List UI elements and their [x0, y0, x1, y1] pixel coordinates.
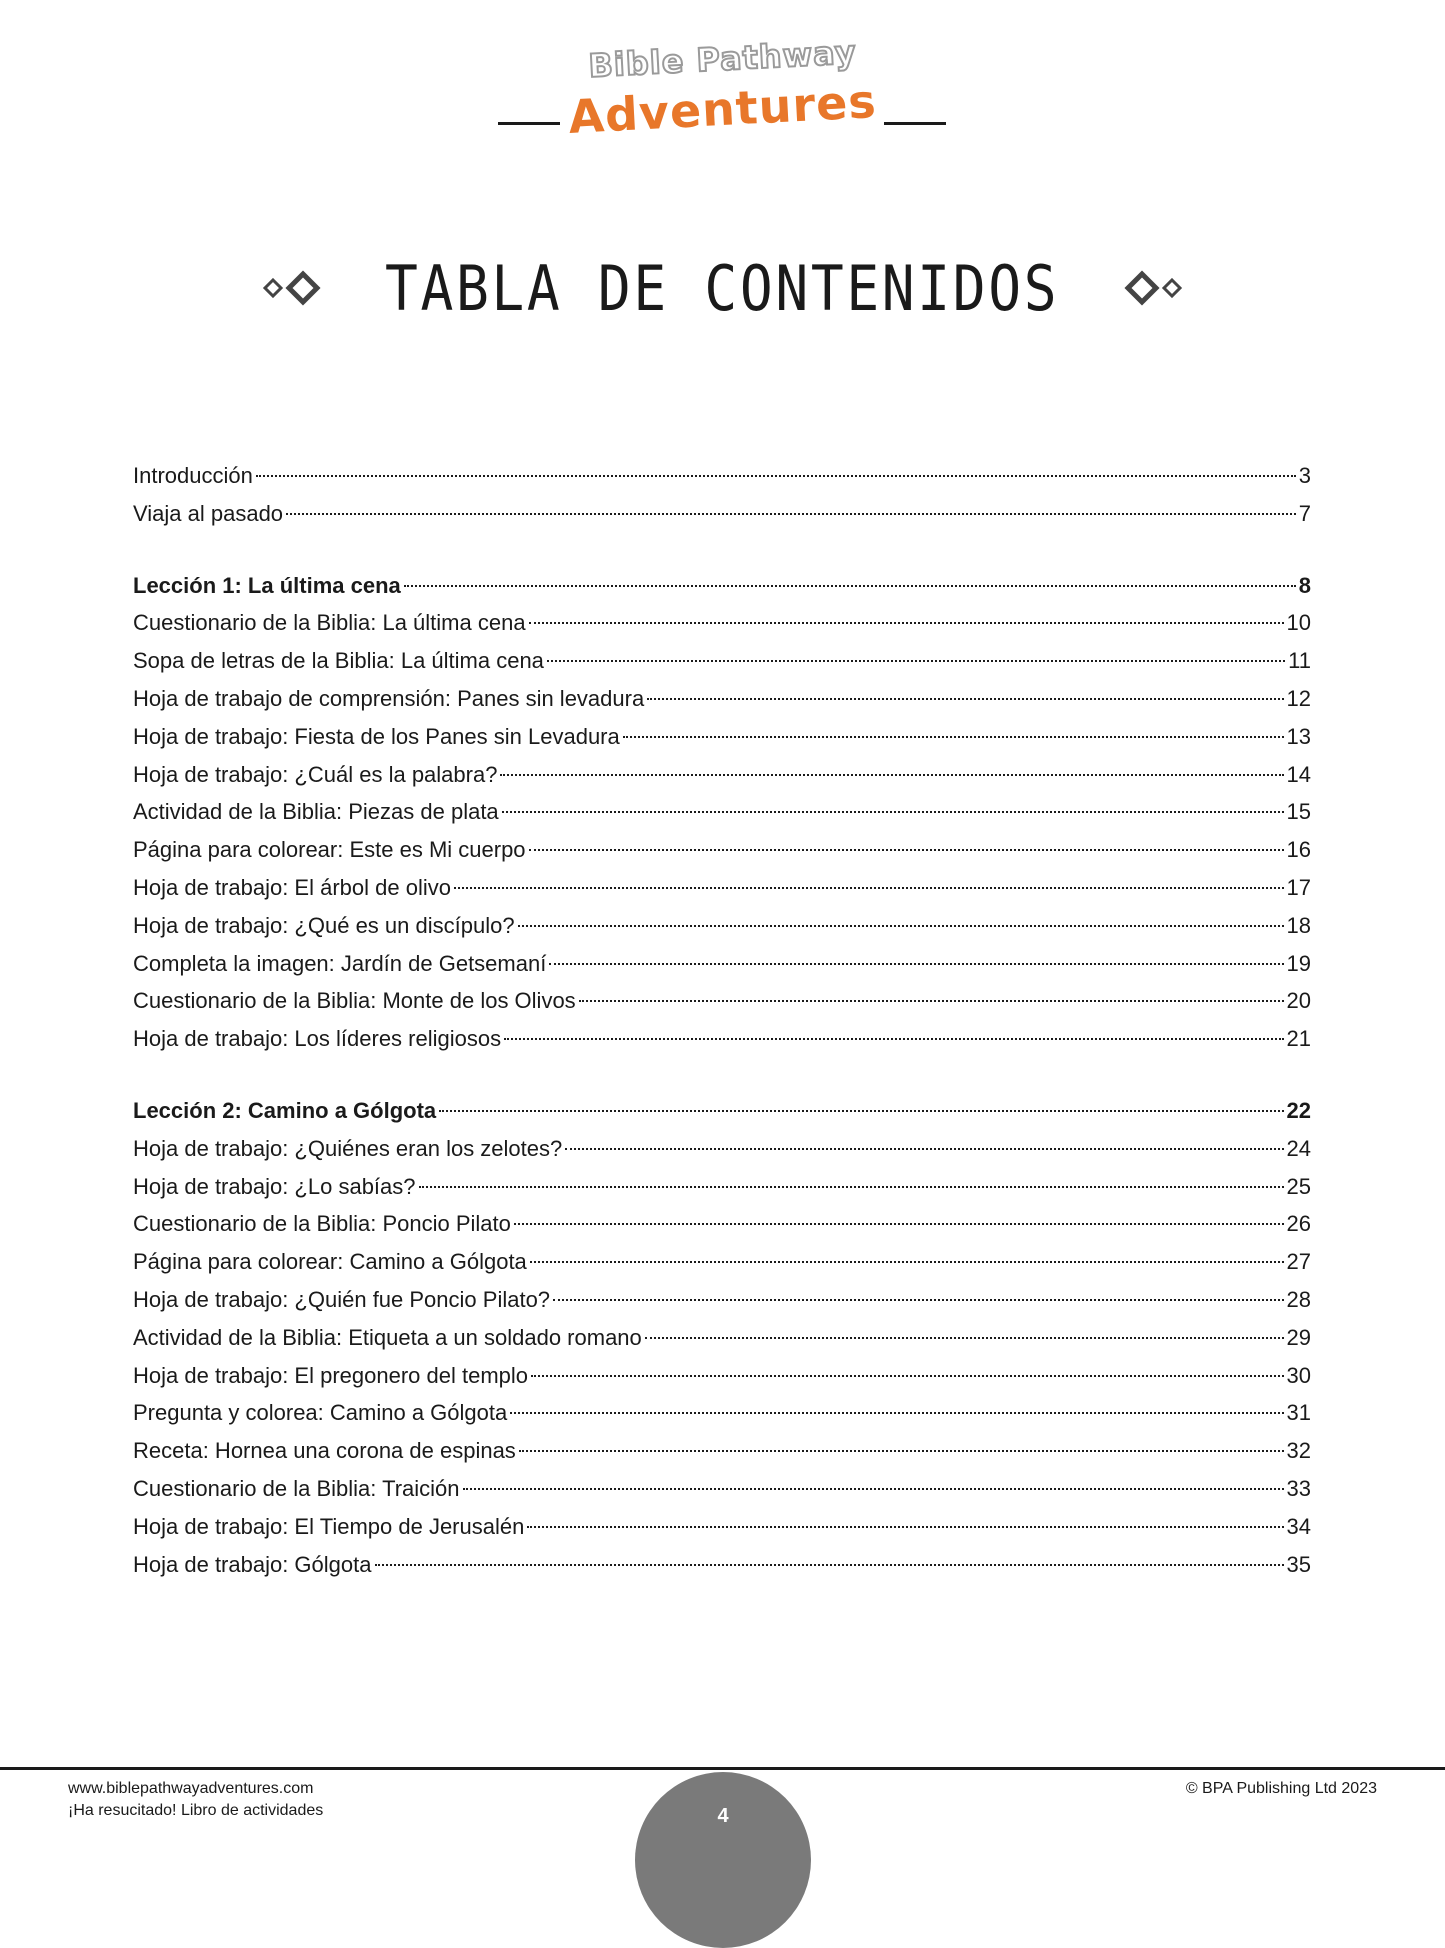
toc-entry-page: 17: [1286, 874, 1311, 900]
toc-entry-page: 8: [1298, 572, 1311, 598]
toc-entry: [133, 1205, 1311, 1243]
toc-entry-label: Cuestionario de la Biblia: La última cena: [133, 610, 526, 636]
dot-leader: [286, 513, 1296, 515]
toc-entry-page: 3: [1298, 463, 1311, 488]
toc-entry: [133, 907, 1311, 945]
toc-entry-label: Cuestionario de la Biblia: Monte de los Olivos: [133, 988, 576, 1014]
toc-entry: [133, 945, 1311, 983]
toc-entry-page: 16: [1286, 837, 1311, 863]
toc-entry-label: Hoja de trabajo: ¿Qué es un discípulo?: [133, 912, 515, 938]
toc-entry-label: Hoja de trabajo: ¿Lo sabías?: [133, 1173, 416, 1199]
toc-entry-label: Hoja de trabajo: El pregonero del templo: [133, 1362, 529, 1388]
dot-leader: [547, 660, 1285, 662]
toc-entry: [133, 982, 1311, 1020]
section-spacer: [133, 1058, 1311, 1092]
toc-entry-label: Página para colorear: Este es Mi cuerpo: [133, 837, 526, 863]
toc-entry-page: 13: [1286, 723, 1311, 749]
toc-entry-label: Hoja de trabajo: Los líderes religiosos: [133, 1026, 502, 1052]
toc-entry-page: 21: [1286, 1026, 1311, 1052]
logo-text-top: Bible Pathway: [587, 33, 858, 85]
toc-entry: [133, 642, 1311, 680]
toc-entry-label: Hoja de trabajo: Fiesta de los Panes sin Levadura: [133, 723, 620, 749]
toc-entry-page: 15: [1286, 799, 1311, 825]
dot-leader: [463, 1488, 1284, 1490]
toc-entry: [133, 1319, 1311, 1357]
toc-entry: [133, 718, 1311, 756]
toc-entry-label: Hoja de trabajo: El árbol de olivo: [133, 874, 451, 900]
footer-copyright: © BPA Publishing Ltd 2023: [1185, 1780, 1377, 1797]
dot-leader: [454, 887, 1284, 889]
toc-entry-label: Cuestionario de la Biblia: Traición: [133, 1475, 460, 1501]
toc-entry-label: Página para colorear: Camino a Gólgota: [133, 1249, 527, 1275]
dot-leader: [530, 1261, 1284, 1263]
toc-entry: [133, 1281, 1311, 1319]
toc-entry-page: 24: [1286, 1135, 1311, 1161]
dot-leader: [510, 1412, 1283, 1414]
toc-entry-label: Sopa de letras de la Biblia: La última cena: [133, 648, 544, 674]
logo-text-bottom: Adventures: [567, 73, 878, 145]
toc-entry-page: 26: [1286, 1211, 1311, 1237]
toc-entry-label: Cuestionario de la Biblia: Poncio Pilato: [133, 1211, 511, 1237]
toc-entry: [133, 793, 1311, 831]
toc-entry-page: 20: [1286, 988, 1311, 1014]
toc-entry-page: 29: [1286, 1324, 1311, 1350]
dot-leader: [439, 1110, 1283, 1112]
page-number: 4: [717, 1805, 729, 1827]
footer-divider: [0, 1767, 1445, 1770]
dot-leader: [565, 1148, 1283, 1150]
toc-entry-label: Introducción: [133, 463, 253, 488]
toc-entry: [133, 1357, 1311, 1395]
dot-leader: [579, 1000, 1284, 1002]
brand-logo: [0, 30, 1445, 145]
dot-leader: [514, 1223, 1284, 1225]
toc-entry-page: 33: [1286, 1475, 1311, 1501]
toc-entry-label: Receta: Hornea una corona de espinas: [133, 1438, 516, 1464]
toc-entry-page: 27: [1286, 1249, 1311, 1275]
toc-entry: [133, 604, 1311, 642]
footer-book-title: ¡Ha resucitado! Libro de actividades: [68, 1802, 324, 1819]
toc-section-heading: [133, 1092, 1311, 1130]
toc-entry-page: 12: [1286, 685, 1311, 711]
toc-entry-label: Actividad de la Biblia: Etiqueta a un soldado romano: [133, 1324, 642, 1350]
toc-entry: [133, 1130, 1311, 1168]
toc-entry-page: 32: [1286, 1438, 1311, 1464]
toc-entry: [133, 1020, 1311, 1058]
toc-entry-page: 35: [1286, 1551, 1311, 1577]
toc-entry-page: 18: [1286, 912, 1311, 938]
logo-rule-right: [884, 122, 946, 125]
table-of-contents: [133, 457, 1311, 1583]
toc-entry: [133, 1508, 1311, 1546]
page-number-badge: [635, 1772, 811, 1948]
toc-entry: [133, 680, 1311, 718]
toc-entry-page: 25: [1286, 1173, 1311, 1199]
toc-section-heading: [133, 567, 1311, 605]
toc-entry: [133, 1432, 1311, 1470]
footer-left: [68, 1778, 323, 1822]
footer-website: www.biblepathwayadventures.com: [68, 1780, 314, 1797]
dot-leader: [518, 925, 1284, 927]
toc-entry: [133, 1470, 1311, 1508]
toc-entry: [133, 1243, 1311, 1281]
toc-entry-label: Hoja de trabajo: ¿Cuál es la palabra?: [133, 761, 498, 787]
toc-entry-page: 14: [1286, 761, 1311, 787]
toc-entry-page: 22: [1286, 1097, 1311, 1123]
toc-entry: [133, 1168, 1311, 1206]
toc-entry-page: 30: [1286, 1362, 1311, 1388]
dot-leader: [623, 736, 1284, 738]
page-title-block: [0, 248, 1445, 328]
dot-leader: [529, 622, 1284, 624]
toc-entry-label: Lección 2: Camino a Gólgota: [133, 1097, 437, 1123]
dot-leader: [527, 1526, 1283, 1528]
toc-entry-page: 11: [1288, 648, 1311, 674]
toc-entry-label: Pregunta y colorea: Camino a Gólgota: [133, 1400, 508, 1426]
toc-entry-label: Actividad de la Biblia: Piezas de plata: [133, 799, 499, 825]
dot-leader: [502, 811, 1284, 813]
dot-leader: [529, 849, 1284, 851]
dot-leader: [256, 475, 1296, 477]
dot-leader: [375, 1564, 1284, 1566]
toc-entry-label: Hoja de trabajo: ¿Quiénes eran los zelotes?: [133, 1135, 563, 1161]
dot-leader: [531, 1375, 1283, 1377]
toc-entry-page: 19: [1286, 950, 1311, 976]
toc-entry-label: Hoja de trabajo: Gólgota: [133, 1551, 372, 1577]
dot-leader: [553, 1299, 1283, 1301]
toc-entry: [133, 831, 1311, 869]
toc-entry: [133, 756, 1311, 794]
diamond-ornament-icon: [261, 268, 325, 308]
diamond-ornament-icon: [1120, 268, 1184, 308]
toc-entry-page: 31: [1286, 1400, 1311, 1426]
dot-leader: [519, 1450, 1284, 1452]
dot-leader: [647, 698, 1283, 700]
toc-entry-label: Completa la imagen: Jardín de Getsemaní: [133, 950, 547, 976]
toc-entry-page: 10: [1286, 610, 1311, 636]
toc-entry: [133, 1546, 1311, 1584]
toc-entry-page: 34: [1286, 1513, 1311, 1539]
dot-leader: [504, 1038, 1283, 1040]
page-title: TABLA DE CONTENIDOS: [385, 251, 1060, 325]
toc-entry-label: Hoja de trabajo de comprensión: Panes sin levadura: [133, 685, 645, 711]
toc-entry-label: Hoja de trabajo: El Tiempo de Jerusalén: [133, 1513, 525, 1539]
toc-entry-label: Lección 1: La última cena: [133, 572, 401, 598]
toc-entry-page: 28: [1286, 1286, 1311, 1312]
dot-leader: [419, 1186, 1284, 1188]
toc-entry: [133, 495, 1311, 533]
toc-entry-label: Hoja de trabajo: ¿Quién fue Poncio Pilato?: [133, 1286, 551, 1312]
dot-leader: [404, 585, 1296, 587]
toc-entry-page: 7: [1298, 500, 1311, 526]
toc-entry: [133, 457, 1311, 495]
section-spacer: [133, 533, 1311, 567]
toc-entry: [133, 869, 1311, 907]
dot-leader: [500, 774, 1283, 776]
dot-leader: [645, 1337, 1284, 1339]
toc-entry: [133, 1394, 1311, 1432]
dot-leader: [549, 963, 1283, 965]
toc-entry-label: Viaja al pasado: [133, 500, 284, 526]
